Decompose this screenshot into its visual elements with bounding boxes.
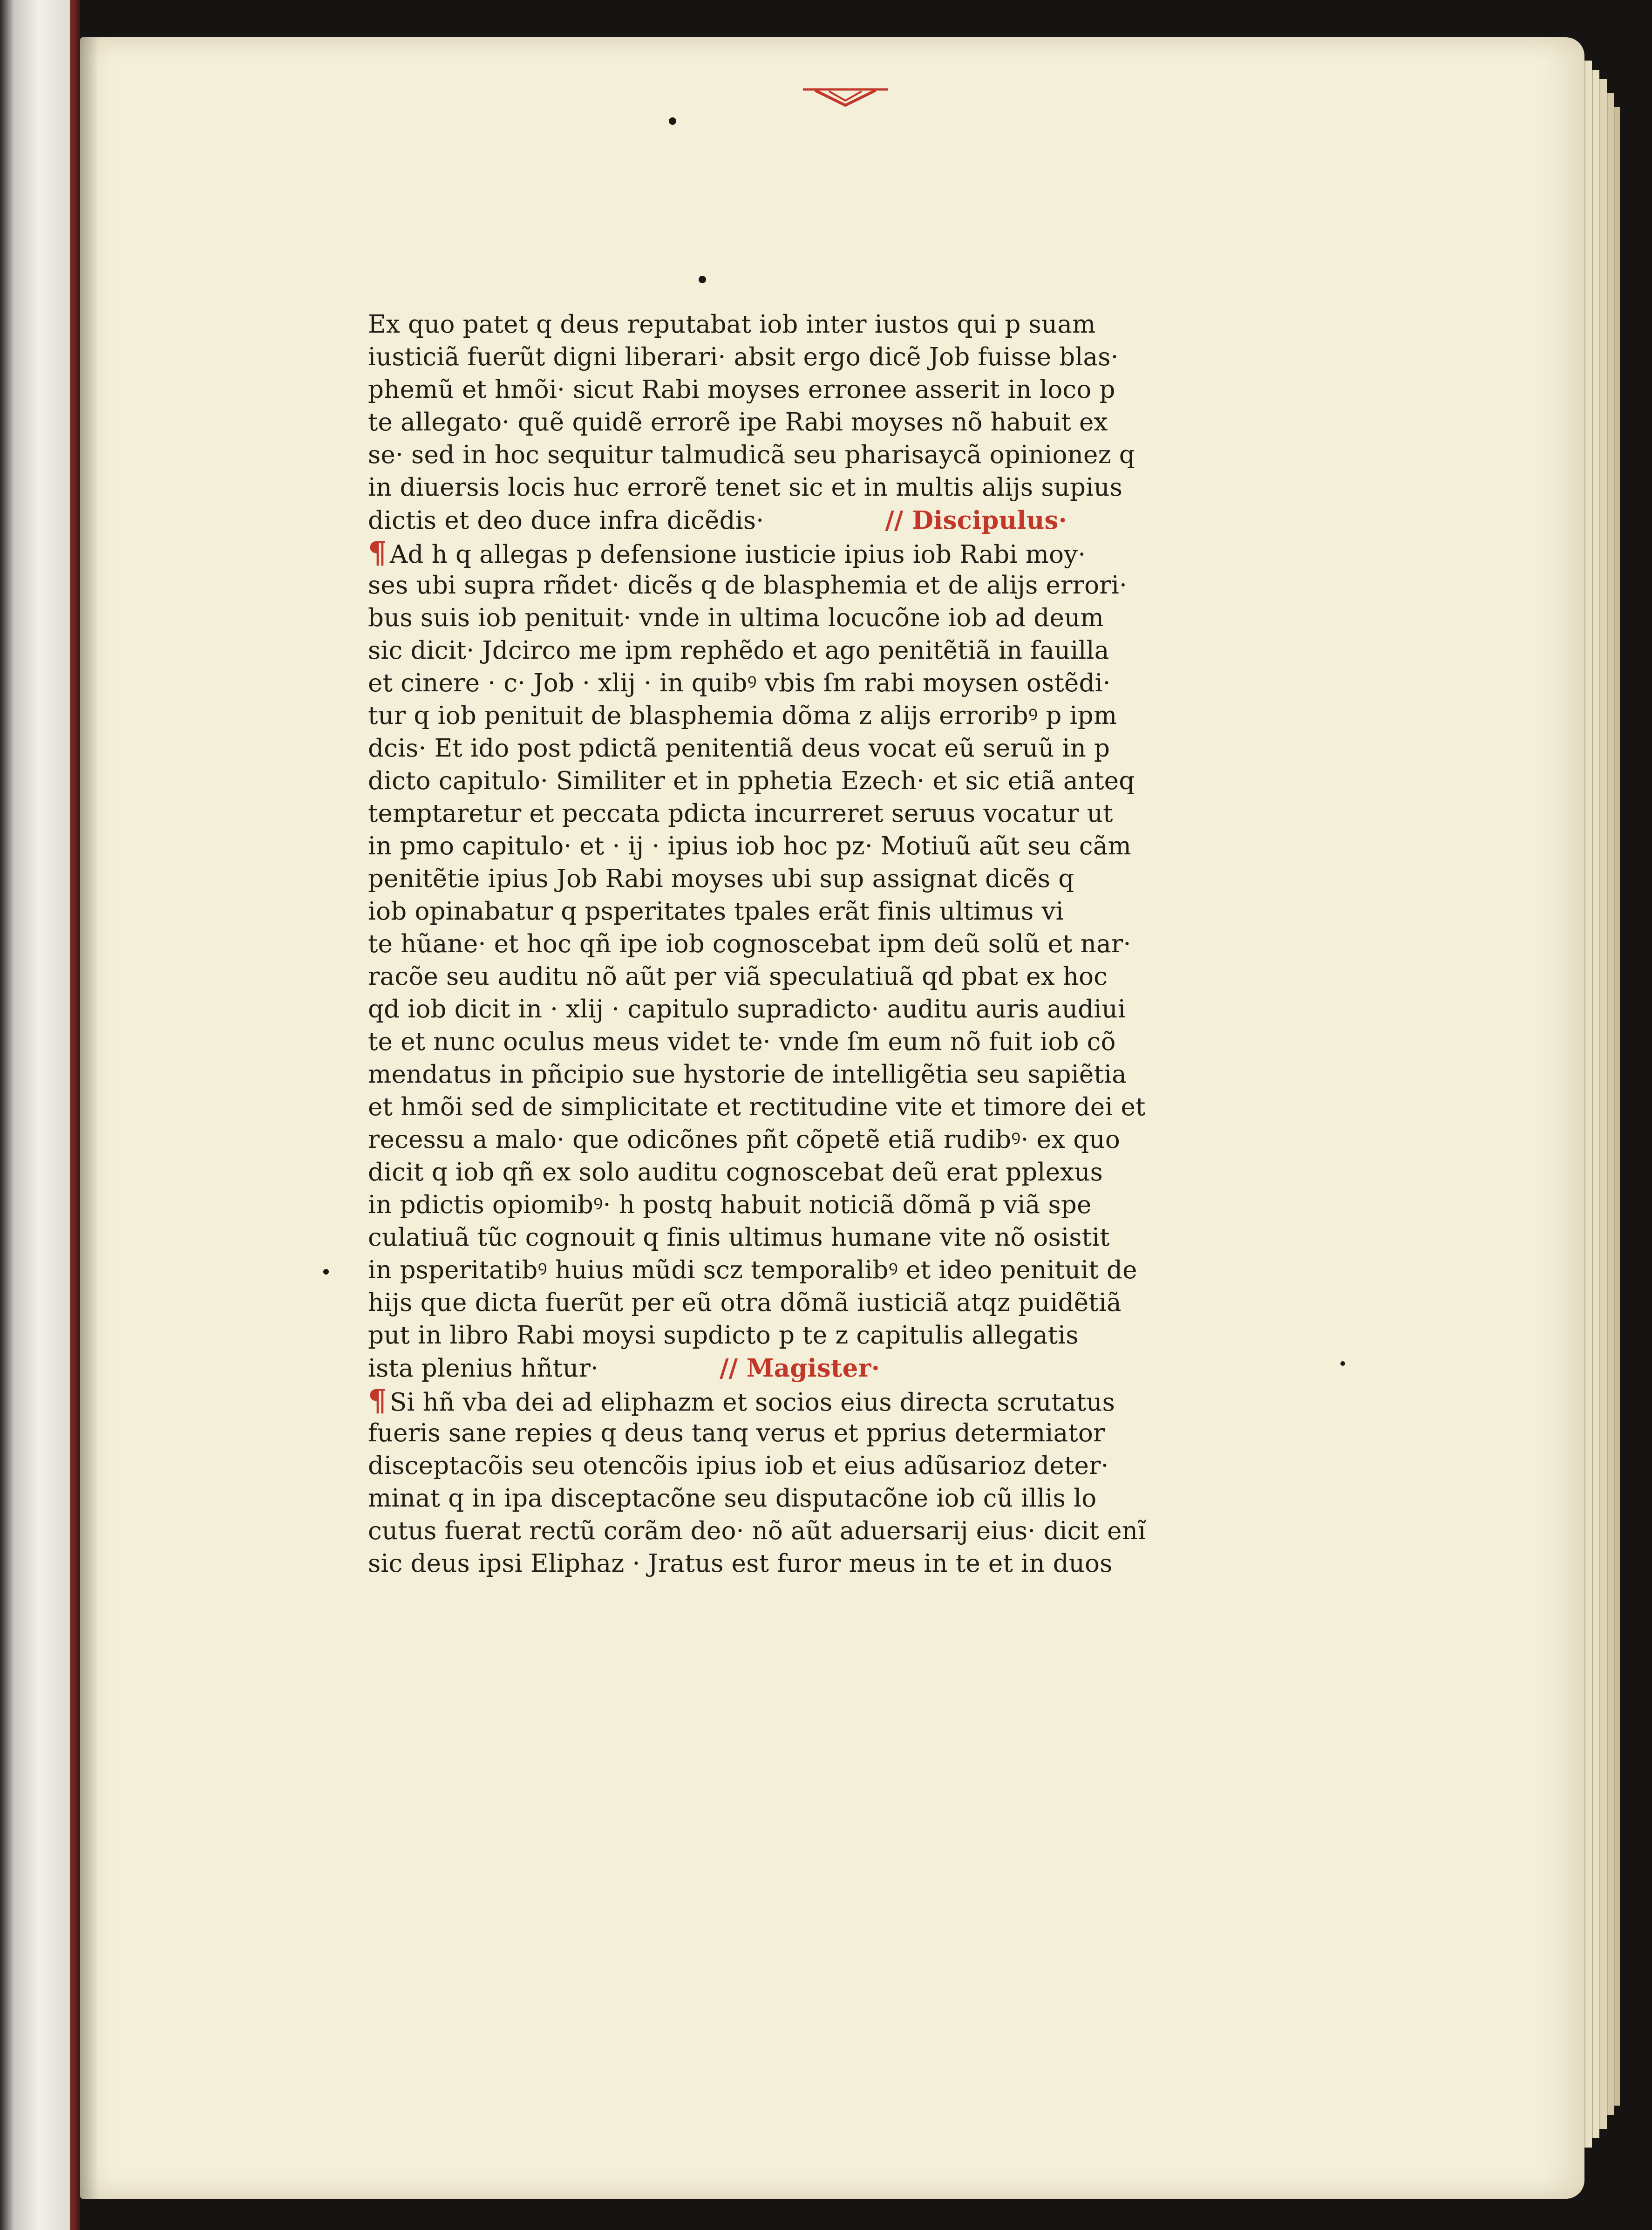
text-line [368, 830, 1244, 863]
text-line [368, 569, 1244, 602]
text-line [368, 1287, 1244, 1319]
line-text: se· sed in hoc sequitur talmudicã seu pharisaycã opinionez q [368, 441, 1135, 469]
line-text: phemũ et hmõi· sicut Rabi moyses erronee asserit in loco p [368, 375, 1115, 404]
line-text: in pdictis opiomibꝰ· h postq habuit noticiã dõmã p viã spe [368, 1191, 1092, 1219]
text-line [368, 1384, 1244, 1417]
page-edge [1614, 107, 1620, 2106]
rubric-initial: ¶ [368, 1384, 387, 1417]
text-line [368, 765, 1244, 798]
text-line [368, 634, 1244, 667]
line-text: et hmõi sed de simplicitate et rectitudine vite et timore dei et [368, 1093, 1146, 1121]
book-binding-edge [0, 0, 70, 2230]
text-line [368, 1319, 1244, 1352]
text-line [368, 341, 1244, 374]
text-line [368, 928, 1244, 961]
text-block [368, 308, 1244, 1580]
line-text: Ex quo patet q deus reputabat iob inter iustos qui p suam [368, 310, 1096, 339]
line-text: dcis· Et ido post pdictã penitentiã deus vocat eũ seruũ in p [368, 734, 1110, 763]
line-text: hijs que dicta fuerũt per eũ otra dõmã iusticiã atqz puidẽtiã [368, 1289, 1122, 1317]
ink-dot [1340, 1361, 1345, 1366]
page-edge [1599, 79, 1607, 2129]
text-line [368, 1417, 1244, 1450]
line-text: mendatus in pñcipio sue hystorie de intelligẽtia seu sapiẽtia [368, 1060, 1127, 1089]
text-line [368, 732, 1244, 765]
text-line [368, 667, 1244, 700]
line-text: ista plenius hñtur· [368, 1354, 599, 1383]
page-edge [1592, 70, 1599, 2138]
line-text: in diuersis locis huc errorẽ tenet sic et in multis alijs supius [368, 473, 1123, 502]
ink-dot [699, 276, 706, 283]
text-line [368, 863, 1244, 895]
line-text: culatiuã tũc cognouit q finis ultimus humane vite nõ osistit [368, 1223, 1110, 1252]
line-text: sic dicit· Jdcirco me ipm rephẽdo et ago penitẽtiã in fauilla [368, 636, 1109, 665]
text-line [368, 504, 1244, 537]
text-line [368, 1156, 1244, 1189]
line-text: tur q iob penituit de blasphemia dõma z alijs erroribꝰ p ipm [368, 702, 1117, 730]
gutter-shadow [80, 37, 99, 2199]
line-text: penitẽtie ipius Job Rabi moyses ubi sup assignat dicẽs q [368, 865, 1074, 893]
line-text: bus suis iob penituit· vnde in ultima locucõne iob ad deum [368, 604, 1104, 632]
text-line [368, 471, 1244, 504]
line-text: te allegato· quẽ quidẽ errorẽ ipe Rabi moyses nõ habuit ex [368, 408, 1108, 436]
text-line [368, 1221, 1244, 1254]
line-text: Si hñ vba dei ad eliphazm et socios eius directa scrutatus [389, 1388, 1115, 1417]
rubric-initial: ¶ [368, 537, 387, 569]
ink-dot [323, 1269, 329, 1275]
text-line [368, 798, 1244, 830]
text-line [368, 1124, 1244, 1156]
line-text: temptaretur et peccata pdicta incurreret seruus vocatur ut [368, 799, 1113, 828]
line-text: dicto capitulo· Similiter et in pphetia Ezech· et sic etiã anteq [368, 767, 1135, 795]
line-text: iusticiã fuerũt digni liberari· absit ergo dicẽ Job fuisse blas· [368, 343, 1119, 371]
line-text: racõe seu auditu nõ aũt per viã speculatiuã qd pbat ex hoc [368, 962, 1108, 991]
text-line [368, 406, 1244, 439]
text-line [368, 439, 1244, 471]
text-line [368, 374, 1244, 406]
text-line [368, 700, 1244, 732]
text-line [368, 1091, 1244, 1124]
text-line [368, 308, 1244, 341]
line-text: disceptacõis seu otencõis ipius iob et eius adũsarioz deter· [368, 1452, 1109, 1480]
text-line [368, 602, 1244, 634]
text-line [368, 1515, 1244, 1548]
speaker-heading: // Discipulus· [885, 506, 1067, 535]
text-line [368, 993, 1244, 1026]
text-line [368, 1026, 1244, 1058]
line-text: dictis et deo duce infra dicẽdis· [368, 506, 764, 535]
text-line [368, 1482, 1244, 1515]
line-text: et cinere · c· Job · xlij · in quibꝰ vbis ſm rabi moysen ostẽdi· [368, 669, 1111, 697]
line-text: minat q in ipa disceptacõne seu disputacõne iob cũ illis lo [368, 1484, 1097, 1513]
binding-leather-strip [70, 0, 80, 2230]
page-edge [1607, 93, 1614, 2115]
line-text: qd iob dicit in · xlij · capitulo supradicto· auditu auris audiui [368, 995, 1126, 1023]
text-line [368, 1058, 1244, 1091]
text-line [368, 895, 1244, 928]
line-text: ses ubi supra rñdet· dicẽs q de blasphemia et de alijs errori· [368, 571, 1128, 600]
quire-mark-icon [801, 87, 890, 107]
line-text: in pmo capitulo· et · ij · ipius iob hoc pz· Motiuũ aũt seu cãm [368, 832, 1132, 860]
line-text: te hũane· et hoc qñ ipe iob cognoscebat ipm deũ solũ et nar· [368, 930, 1131, 958]
line-text: dicit q iob qñ ex solo auditu cognoscebat deũ erat pplexus [368, 1158, 1103, 1187]
line-text: Ad h q allegas p defensione iusticie ipius iob Rabi moy· [389, 540, 1086, 569]
line-text: in psperitatibꝰ huius mũdi scz temporalibꝰ et ideo penituit de [368, 1256, 1137, 1284]
line-text: te et nunc oculus meus videt te· vnde ſm eum nõ fuit iob cõ [368, 1028, 1116, 1056]
line-text: sic deus ipsi Eliphaz · Jratus est furor meus in te et in duos [368, 1549, 1113, 1578]
text-line [368, 1254, 1244, 1287]
line-text: iob opinabatur q psperitates tpales erãt finis ultimus vi [368, 897, 1064, 926]
text-line [368, 537, 1244, 569]
speaker-heading: // Magister· [720, 1354, 880, 1383]
text-line [368, 961, 1244, 993]
line-text: fueris sane repies q deus tanq verus et pprius determiator [368, 1419, 1105, 1447]
ink-dot [669, 117, 676, 125]
text-line [368, 1450, 1244, 1482]
text-line [368, 1548, 1244, 1580]
line-text: cutus fuerat rectũ corãm deo· nõ aũt aduersarij eius· dicit enĩ [368, 1517, 1146, 1545]
text-line [368, 1352, 1244, 1384]
line-text: recessu a malo· que odicõnes pñt cõpetẽ etiã rudibꝰ· ex quo [368, 1125, 1120, 1154]
line-text: put in libro Rabi moysi supdicto p te z capitulis allegatis [368, 1321, 1079, 1350]
page-edge [1584, 61, 1592, 2148]
text-line [368, 1189, 1244, 1221]
